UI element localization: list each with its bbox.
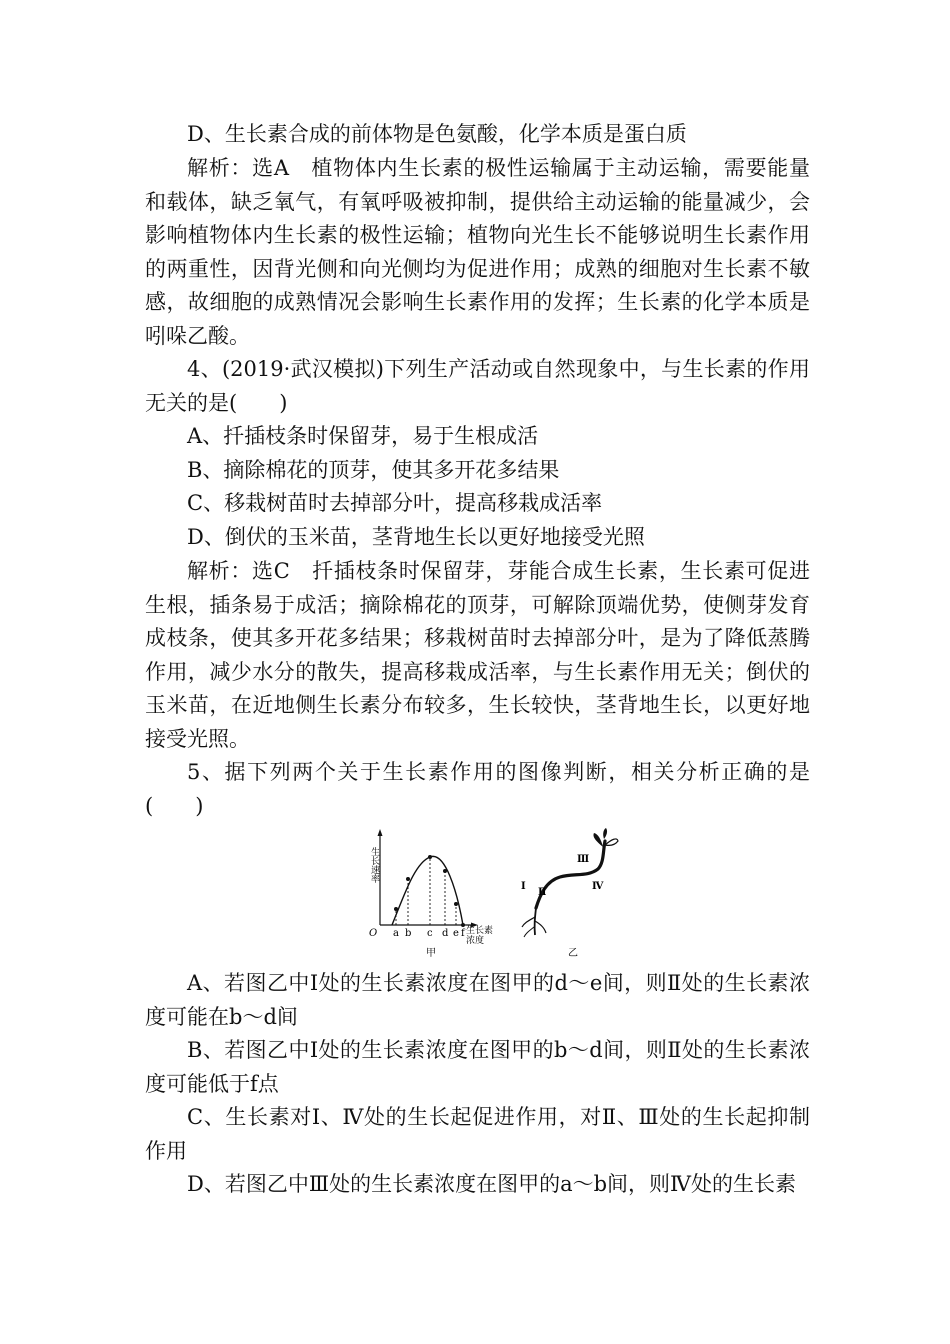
tick-c: c bbox=[427, 928, 433, 939]
seedling-root-right bbox=[535, 921, 546, 933]
tick-f: f bbox=[461, 928, 465, 939]
point-e bbox=[454, 902, 458, 906]
option-b-q5: B、若图乙中Ⅰ处的生长素浓度在图甲的b～d间，则Ⅱ处的生长素浓度可能低于f点 bbox=[145, 1038, 810, 1096]
point-c bbox=[428, 855, 432, 859]
origin-label: O bbox=[369, 928, 378, 939]
question-5: 5、据下列两个关于生长素作用的图像判断，相关分析正确的是( ) bbox=[145, 760, 810, 818]
graph-yi-caption: 乙 bbox=[568, 948, 578, 959]
y-axis-arrow bbox=[378, 829, 383, 836]
option-a-q4: A、扦插枝条时保留芽，易于生根成活 bbox=[187, 424, 539, 448]
tick-b: b bbox=[405, 928, 412, 939]
tick-a: a bbox=[393, 928, 399, 939]
question-5-figure bbox=[360, 825, 630, 960]
x-axis-label-line2: 浓度 bbox=[466, 936, 485, 946]
option-d-q3: D、生长素合成的前体物是色氨酸，化学本质是蛋白质 bbox=[187, 122, 687, 146]
question-4: 4、(2019·武汉模拟)下列生产活动或自然现象中，与生长素的作用无关的是( ) bbox=[145, 357, 810, 415]
option-d-q5: D、若图乙中Ⅲ处的生长素浓度在图甲的a～b间，则Ⅳ处的生长素 bbox=[187, 1172, 797, 1196]
seedling-root-lower bbox=[524, 927, 534, 937]
explanation-q3: 解析：选A 植物体内生长素的极性运输属于主动运输，需要能量和载体，缺乏氧气，有氧呼吸被抑制，提供给主动运输的能量减少，会影响植物体内生长素的极性运输；植物向光生长不能够说明生长素作用的两重性，因背光侧和向光侧均为促进作用；成熟的细胞对生长素不敏感，故细胞的成熟情况会影响生长素作用的发挥；生长素的化学本质是吲哚乙酸。 bbox=[145, 156, 810, 348]
option-b-q4: B、摘除棉花的顶芽，使其多开花多结果 bbox=[187, 458, 560, 482]
marker-1: Ⅰ bbox=[521, 881, 526, 892]
graph-jia bbox=[369, 829, 493, 959]
graph-jia-caption: 甲 bbox=[426, 948, 436, 959]
option-c-q5: C、生长素对Ⅰ、Ⅳ处的生长起促进作用，对Ⅱ、Ⅲ处的生长起抑制作用 bbox=[145, 1105, 810, 1163]
figure-svg bbox=[360, 825, 630, 960]
growth-rate-curve bbox=[392, 856, 463, 925]
marker-4: Ⅳ bbox=[592, 881, 604, 892]
graph-yi bbox=[521, 828, 618, 959]
point-a bbox=[394, 907, 398, 911]
point-b bbox=[406, 877, 410, 881]
marker-3: Ⅲ bbox=[577, 854, 590, 865]
seedling-leaf-right bbox=[605, 839, 618, 845]
seedling-leaf-left bbox=[593, 833, 603, 847]
option-c-q4: C、移栽树苗时去掉部分叶，提高移栽成活率 bbox=[187, 491, 603, 515]
seedling-bud bbox=[603, 828, 607, 839]
tick-e: e bbox=[453, 928, 459, 939]
x-axis-label-line1: 生长素 bbox=[466, 926, 494, 936]
option-a-q5: A、若图乙中Ⅰ处的生长素浓度在图甲的d～e间，则Ⅱ处的生长素浓度可能在b～d间 bbox=[145, 971, 810, 1029]
seedling-root-left bbox=[522, 917, 535, 927]
tick-d: d bbox=[442, 928, 449, 939]
y-axis-label: 生长速率 bbox=[369, 847, 379, 883]
point-d bbox=[443, 869, 447, 873]
explanation-q4: 解析：选C 扦插枝条时保留芽，芽能合成生长素，生长素可促进生根，插条易于成活；摘除棉花的顶芽，可解除顶端优势，使侧芽发育成枝条，使其多开花多结果；移栽树苗时去掉部分叶，是为了降低蒸腾作用，减少水分的散失，提高移栽成活率，与生长素作用无关；倒伏的玉米苗，在近地侧生长素分布较多，生长较快，茎背地生长，以更好地接受光照。 bbox=[145, 559, 810, 751]
option-d-q4: D、倒伏的玉米苗，茎背地生长以更好地接受光照 bbox=[187, 525, 645, 549]
marker-2: Ⅱ bbox=[538, 887, 547, 898]
point-f bbox=[461, 923, 465, 927]
